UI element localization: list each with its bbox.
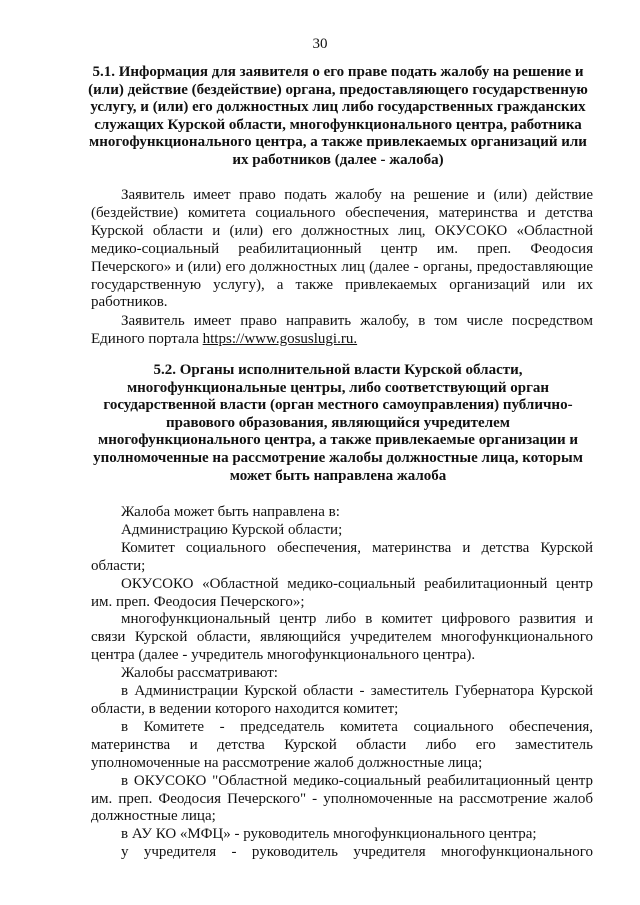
section-5-2-heading	[88, 362, 588, 485]
paragraph-line: Курской области и (или) его должностных лиц, ОКУСОКО «Областной	[91, 222, 593, 239]
page-number: 30	[312, 36, 328, 52]
heading-line: может быть направлена жалоба	[229, 467, 447, 484]
heading-line: многофункциональные центры, либо соответствующий орган	[126, 379, 550, 396]
section-5-1-portal-paragraph	[91, 313, 593, 349]
body-line: уполномоченные на рассмотрение жалоб должностные лица;	[91, 754, 483, 771]
body-line: в АУ КО «МФЦ» - руководитель многофункционального центра;	[121, 826, 537, 843]
heading-line: государственной власти (орган местного самоуправления) публично-	[103, 397, 573, 414]
heading-line: уполномоченные на рассмотрение жалобы должностные лица, которым	[93, 449, 583, 466]
paragraph-line: медико-социальный реабилитационный центр им. преп. Феодосия	[91, 240, 593, 257]
section-5-1-paragraph	[91, 187, 593, 312]
portal-paragraph-line-2: Единого портала	[91, 330, 199, 347]
paragraph-line: (бездействие) комитета социального обеспечения, материнства и детства	[91, 204, 593, 221]
section-5-1-heading	[88, 64, 588, 170]
heading-line: многофункционального центра, а также привлекаемые организации и	[98, 432, 578, 449]
gosuslugi-link[interactable]: https://www.gosuslugi.ru.	[202, 330, 358, 347]
paragraph-line: Заявитель имеет право подать жалобу на решение и (или) действие	[121, 187, 593, 203]
heading-line: служащих Курской области, многофункционального центра, работника	[94, 116, 582, 133]
body-line: Жалоба может быть направлена в:	[121, 504, 340, 520]
body-line: в ОКУСОКО "Областной медико-социальный реабилитационный центр	[121, 772, 593, 789]
paragraph-line: работников.	[91, 294, 168, 311]
portal-paragraph-line-1: Заявитель имеет право направить жалобу, в том числе посредством	[121, 313, 593, 329]
heading-line: услугу, и (или) его должностных лиц либо государственных гражданских	[90, 99, 586, 116]
body-line: связи Курской области, являющийся учредителем многофункционального	[91, 629, 593, 646]
heading-line: многофункционального центра, а также привлекаемых организаций или	[89, 134, 587, 151]
body-line: области, в ведении которого находится комитет;	[91, 700, 399, 717]
heading-line: (или) действие (бездействие) органа, предоставляющего государственную	[88, 81, 588, 98]
section-5-2-body	[91, 504, 593, 862]
heading-line: 5.2. Органы исполнительной власти Курской области,	[153, 362, 523, 378]
body-line: Администрацию Курской области;	[121, 521, 343, 538]
body-line: в Администрации Курской области - заместитель Губернатора Курской	[121, 683, 593, 700]
body-line: им. преп. Феодосия Печерского»;	[91, 593, 305, 610]
body-line: Комитет социального обеспечения, материнства и детства Курской	[121, 539, 593, 556]
body-line: в Комитете - председатель комитета социального обеспечения,	[121, 718, 593, 735]
body-line: ОКУСОКО «Областной медико-социальный реабилитационный центр	[121, 575, 593, 592]
body-line: у учредителя - руководитель учредителя многофункционального	[121, 844, 593, 861]
body-line: материнства и детства Курской области либо его заместитель	[91, 736, 593, 753]
paragraph-line: Печерского» и (или) его должностных лиц (далее - органы, предоставляющие	[91, 258, 593, 275]
heading-line: 5.1. Информация для заявителя о его праве подать жалобу на решение и	[92, 64, 584, 80]
body-line: многофункциональный центр либо в комитет цифрового развития и	[121, 611, 593, 628]
paragraph-line: государственную услугу), а также привлекаемых организаций или их	[91, 276, 593, 293]
body-line: им. преп. Феодосия Печерского" - уполномоченные на рассмотрение жалоб	[91, 790, 593, 807]
body-line: области;	[91, 557, 146, 574]
heading-line: их работников (далее - жалоба)	[232, 151, 444, 168]
body-line: Жалобы рассматривают:	[121, 665, 278, 682]
body-line: центра (далее - учредитель многофункционального центра).	[91, 647, 476, 664]
body-line: должностные лица;	[91, 808, 216, 825]
heading-line: правового образования, являющийся учредителем	[166, 414, 510, 431]
